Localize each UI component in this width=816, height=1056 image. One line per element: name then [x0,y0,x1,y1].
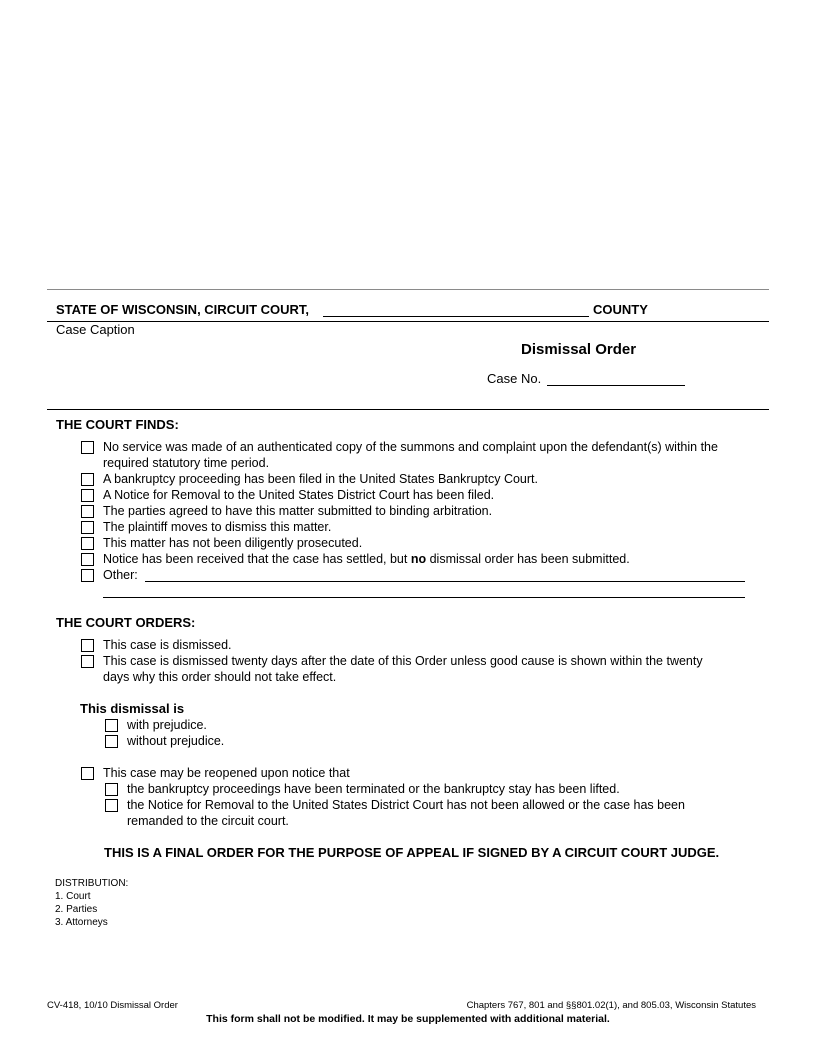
finding-checkbox-not-prosecuted[interactable] [81,537,94,550]
finding-checkbox-removal[interactable] [81,489,94,502]
other-field-line-1[interactable] [145,581,745,582]
dismissal-checkbox-with-prejudice[interactable] [105,719,118,732]
distribution-item-attorneys: 3. Attorneys [55,917,108,928]
top-rule [47,289,769,290]
case-no-field[interactable] [547,385,685,386]
finding-text-settled-no: no [410,552,427,566]
distribution-heading: DISTRIBUTION: [55,878,129,889]
finding-checkbox-bankruptcy[interactable] [81,473,94,486]
order-checkbox-dismissed[interactable] [81,639,94,652]
finding-text-no-service-cont: required statutory time period. [103,456,270,470]
dismissal-text-with-prejudice: with prejudice. [127,718,207,732]
distribution-item-court: 1. Court [55,891,91,902]
findings-heading: THE COURT FINDS: [56,417,179,432]
other-field-line-2[interactable] [103,597,745,598]
finding-text-arbitration: The parties agreed to have this matter submitted to binding arbitration. [103,504,493,518]
finding-checkbox-no-service[interactable] [81,441,94,454]
final-order-notice: THIS IS A FINAL ORDER FOR THE PURPOSE OF APPEAL IF SIGNED BY A CIRCUIT COURT JUDGE. [104,845,720,860]
case-caption-label: Case Caption [56,322,135,337]
order-text-dismissed: This case is dismissed. [103,638,232,652]
dismissal-checkbox-without-prejudice[interactable] [105,735,118,748]
footer-notice: This form shall not be modified. It may be supplemented with additional material. [206,1013,610,1025]
finding-checkbox-settled[interactable] [81,553,94,566]
finding-text-other: Other: [103,568,138,582]
reopen-checkbox-removal[interactable] [105,799,118,812]
finding-text-no-service: No service was made of an authenticated copy of the summons and complaint upon the defendant(s) within the [103,440,718,454]
finding-text-bankruptcy: A bankruptcy proceeding has been filed in the United States Bankruptcy Court. [103,472,538,486]
county-label: COUNTY [593,302,648,317]
finding-checkbox-arbitration[interactable] [81,505,94,518]
footer-statutes: Chapters 767, 801 and §§801.02(1), and 805.03, Wisconsin Statutes [466,1000,756,1011]
finding-text-plaintiff-moves: The plaintiff moves to dismiss this matter. [103,520,332,534]
finding-text-settled-pre: Notice has been received that the case has settled, but [103,552,411,566]
finding-checkbox-plaintiff-moves[interactable] [81,521,94,534]
dismissal-text-without-prejudice: without prejudice. [127,734,225,748]
finding-text-not-prosecuted: This matter has not been diligently prosecuted. [103,536,363,550]
reopen-text-bankruptcy: the bankruptcy proceedings have been terminated or the bankruptcy stay has been lifted. [127,782,620,796]
order-checkbox-dismissed-twenty-days[interactable] [81,655,94,668]
distribution-item-parties: 2. Parties [55,904,98,915]
page-title: Dismissal Order [521,341,637,358]
finding-text-settled [103,551,630,567]
case-no-label: Case No. [487,371,542,386]
orders-heading: THE COURT ORDERS: [56,615,196,630]
finding-checkbox-other[interactable] [81,569,94,582]
state-court-label: STATE OF WISCONSIN, CIRCUIT COURT, [56,302,310,317]
finding-text-settled-post: dismissal order has been submitted. [426,552,630,566]
dismissal-heading: This dismissal is [80,701,185,716]
reopen-text: This case may be reopened upon notice that [103,766,350,780]
header-rule [47,321,769,322]
reopen-text-removal: the Notice for Removal to the United States District Court has not been allowed or the case has been [127,798,685,812]
order-text-dismissed-twenty-days-cont: days why this order should not take effect. [103,670,337,684]
reopen-checkbox[interactable] [81,767,94,780]
caption-bottom-rule [47,409,769,410]
finding-text-removal: A Notice for Removal to the United States District Court has been filed. [103,488,495,502]
footer-form-id: CV-418, 10/10 Dismissal Order [47,1000,178,1011]
order-text-dismissed-twenty-days: This case is dismissed twenty days after the date of this Order unless good cause is shown within the twenty [103,654,703,668]
reopen-checkbox-bankruptcy[interactable] [105,783,118,796]
reopen-text-removal-cont: remanded to the circuit court. [127,814,289,828]
county-name-field[interactable] [323,316,589,317]
